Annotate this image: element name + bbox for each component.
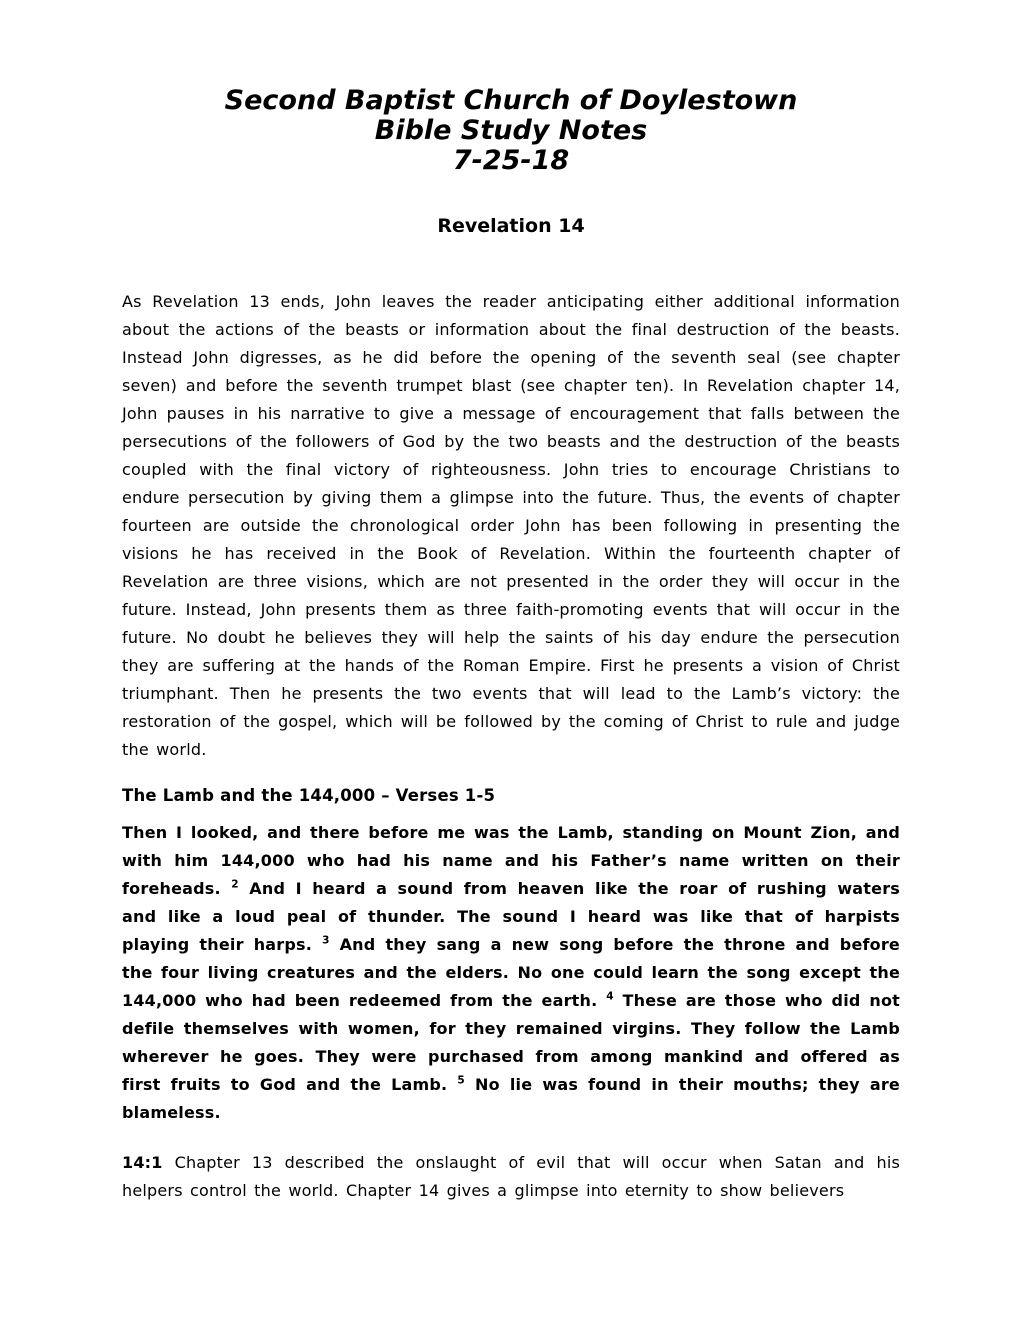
document-type: Bible Study Notes: [374, 115, 648, 146]
scripture-paragraph: Then I looked, and there before me was the Lamb, standing on Mount Zion, and with him 144,000 who had his name and his Father’s name written on their foreheads. $^2$ And I heard a sound from heaven like the roar of rushing waters and like a loud peal of thunder. The sound I heard was like that of harpists playing their harps. $^3$ And they sang a new song before the throne and before the four living creatures and the elders. No one could learn the song except the 144,000 who had been redeemed from the earth. $^4$ These are those who did not defile themselves with women, for they remained virgins. They follow the Lamb wherever he goes. They were purchased from among mankind and offered as first fruits to God and the Lamb. $^5$ No lie was found in their mouths; they are blameless.: [122, 823, 901, 1122]
commentary-text: Chapter 13 described the onslaught of evil that will occur when Satan and his helpers control the world. Chapter 14 gives a glimpse into eternity to show believers: [122, 1153, 900, 1200]
church-name: Second Baptist Church of Doylestown: [224, 85, 798, 116]
document-header: [122, 86, 900, 176]
document-date: 7-25-18: [452, 145, 570, 176]
verse-label: 14:1: [122, 1153, 163, 1172]
lamb-section-heading: The Lamb and the 144,000 – Verses 1-5: [122, 786, 496, 805]
section-title: Revelation 14: [437, 215, 585, 237]
intro-paragraph: As Revelation 13 ends, John leaves the reader anticipating either additional information about the actions of the beasts or information about the final destruction of the beasts. Instead John digresses, as he did before the opening of the seventh seal (see chapter seven) and before the seventh trumpet blast (see chapter ten). In Revelation chapter 14, John pauses in his narrative to give a message of encouragement that falls between the persecutions of the followers of God by the two beasts and the destruction of the beasts coupled with the final victory of righteousness. John tries to encourage Christians to endure persecution by giving them a glimpse into the future. Thus, the events of chapter fourteen are outside the chronological order John has been following in presenting the visions he has received in the Book of Revelation. Within the fourteenth chapter of Revelation are three visions, which are not presented in the order they will occur in the future. Instead, John presents them as three faith-promoting events that will occur in the future. No doubt he believes they will help the saints of his day endure the persecution they are suffering at the hands of the Roman Empire. First he presents a vision of Christ triumphant. Then he presents the two events that will lead to the Lamb’s victory: the restoration of the gospel, which will be followed by the coming of Christ to rule and judge the world.: [122, 292, 900, 759]
commentary-paragraph: [122, 1149, 900, 1205]
